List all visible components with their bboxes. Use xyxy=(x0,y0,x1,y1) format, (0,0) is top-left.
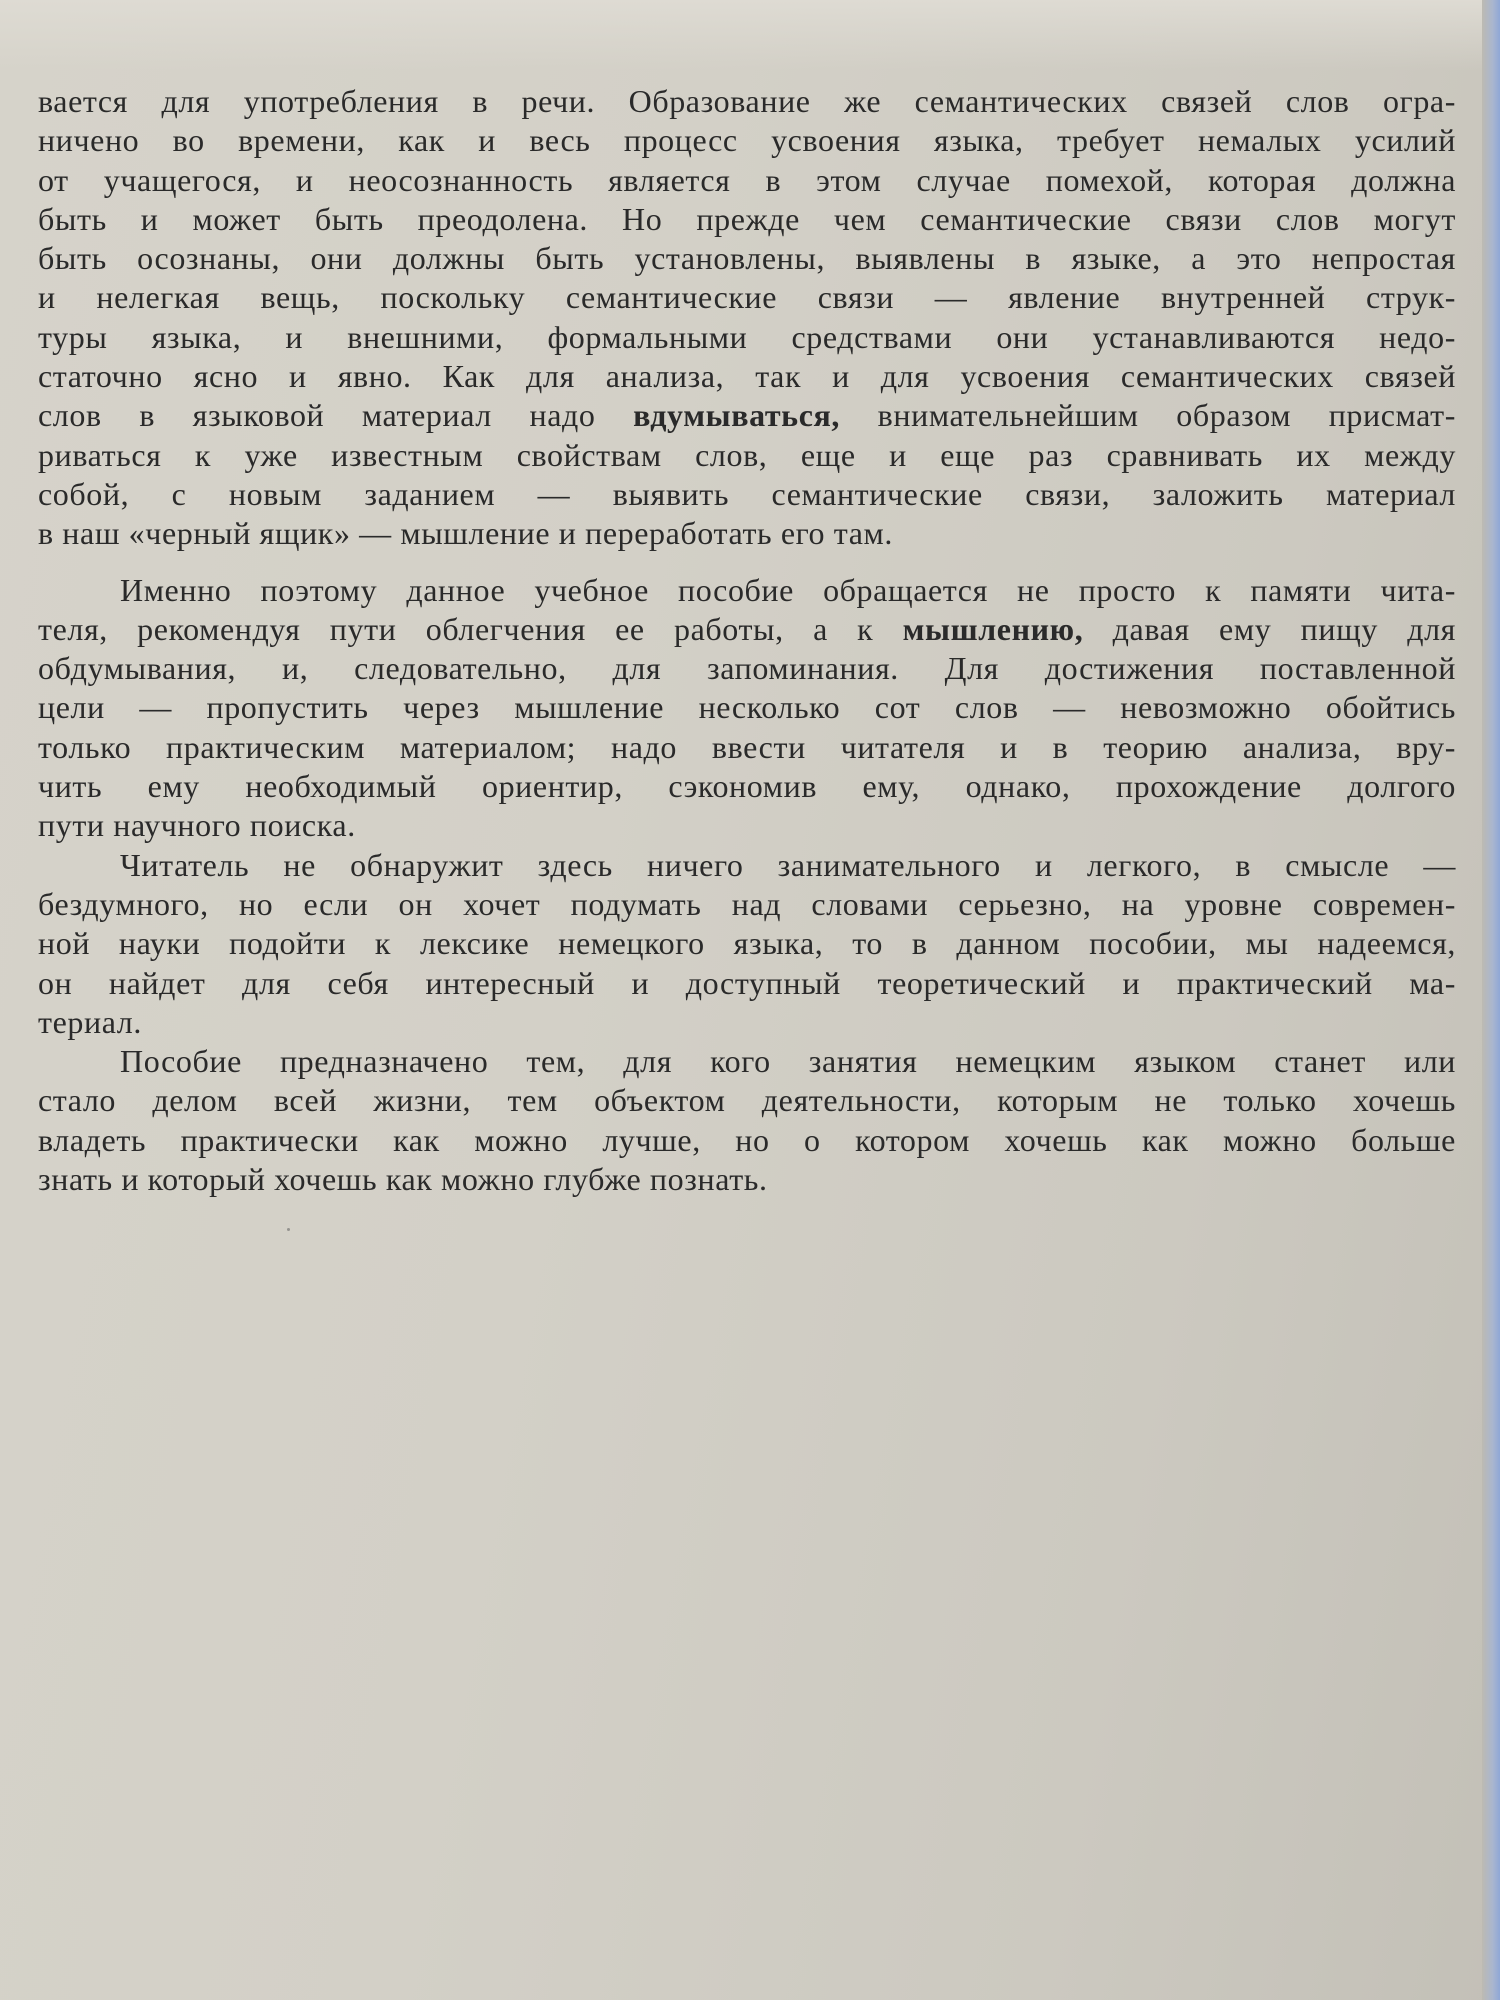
text-line: териал. xyxy=(38,1003,142,1040)
text-line: знать и который хочешь как можно глубже познать. xyxy=(38,1161,768,1198)
paragraph-gap xyxy=(38,554,1456,571)
text-run: слов в языковой материал надо xyxy=(38,397,634,434)
paragraph-4 xyxy=(38,1042,1456,1199)
text-line xyxy=(38,396,1456,435)
text-line: быть и может быть преодолена. Но прежде чем семантические связи слов могут xyxy=(38,200,1456,237)
paper-speck xyxy=(287,1228,290,1231)
text-line: риваться к уже известным свойствам слов, еще и еще раз сравнивать их между xyxy=(38,436,1456,473)
bold-term: вдумываться, xyxy=(633,397,841,434)
text-line: туры языка, и внешними, формальными средствами они устанавливаются недо- xyxy=(38,318,1456,355)
text-line: ничено во времени, как и весь процесс усвоения языка, требует немалых усилий xyxy=(38,122,1456,159)
text-run: внимательнейшим образом присмат- xyxy=(840,397,1456,434)
text-line: собой, с новым заданием — выявить семантические связи, заложить материал xyxy=(38,475,1456,512)
text-line: от учащегося, и неосознанность является в этом случае помехой, которая должна xyxy=(38,161,1456,198)
text-line: пути научного поиска. xyxy=(38,807,356,844)
text-line: статочно ясно и явно. Как для анализа, так и для усвоения семантических связей xyxy=(38,358,1456,395)
text-line: владеть практически как можно лучше, но о котором хочешь как можно больше xyxy=(38,1121,1456,1158)
text-line: в наш «черный ящик» — мышление и переработать его там. xyxy=(38,515,893,552)
text-line: бездумного, но если он хочет подумать над словами серьезно, на уровне современ- xyxy=(38,885,1456,922)
page-highlight xyxy=(0,0,1500,70)
text-line: он найдет для себя интересный и доступный теоретический и практический ма- xyxy=(38,964,1456,1001)
text-line: стало делом всей жизни, тем объектом деятельности, которым не только хочешь xyxy=(38,1082,1456,1119)
text-line: Пособие предназначено тем, для кого занятия немецким языком станет или xyxy=(120,1043,1456,1080)
text-line: обдумывания, и, следовательно, для запоминания. Для достижения поставленной xyxy=(38,650,1456,687)
paragraph-1 xyxy=(38,82,1456,554)
text-run: теля, рекомендуя пути облегчения ее работы, а к xyxy=(38,610,903,647)
bold-term: мышлению, xyxy=(902,610,1084,647)
text-line: вается для употребления в речи. Образование же семантических связей слов огра- xyxy=(38,83,1456,119)
text-line: быть осознаны, они должны быть установлены, выявлены в языке, а это непростая xyxy=(38,240,1456,277)
page-edge xyxy=(1482,0,1500,2000)
text-line: цели — пропустить через мышление несколько сот слов — невозможно обойтись xyxy=(38,689,1456,726)
text-line xyxy=(38,610,1456,649)
text-line: и нелегкая вещь, поскольку семантические связи — явление внутренней струк- xyxy=(38,279,1456,316)
text-run: давая ему пищу для xyxy=(1083,610,1456,647)
paragraph-3 xyxy=(38,846,1456,1042)
text-line: чить ему необходимый ориентир, сэкономив ему, однако, прохождение долгого xyxy=(38,768,1456,805)
text-line: только практическим материалом; надо ввести читателя и в теорию анализа, вру- xyxy=(38,728,1456,765)
text-line: ной науки подойти к лексике немецкого языка, то в данном пособии, мы надеемся, xyxy=(38,925,1456,962)
text-line: Именно поэтому данное учебное пособие обращается не просто к памяти чита- xyxy=(120,571,1456,608)
paragraph-2 xyxy=(38,571,1456,846)
body-text xyxy=(38,82,1456,1199)
text-line: Читатель не обнаружит здесь ничего занимательного и легкого, в смысле — xyxy=(120,846,1456,883)
